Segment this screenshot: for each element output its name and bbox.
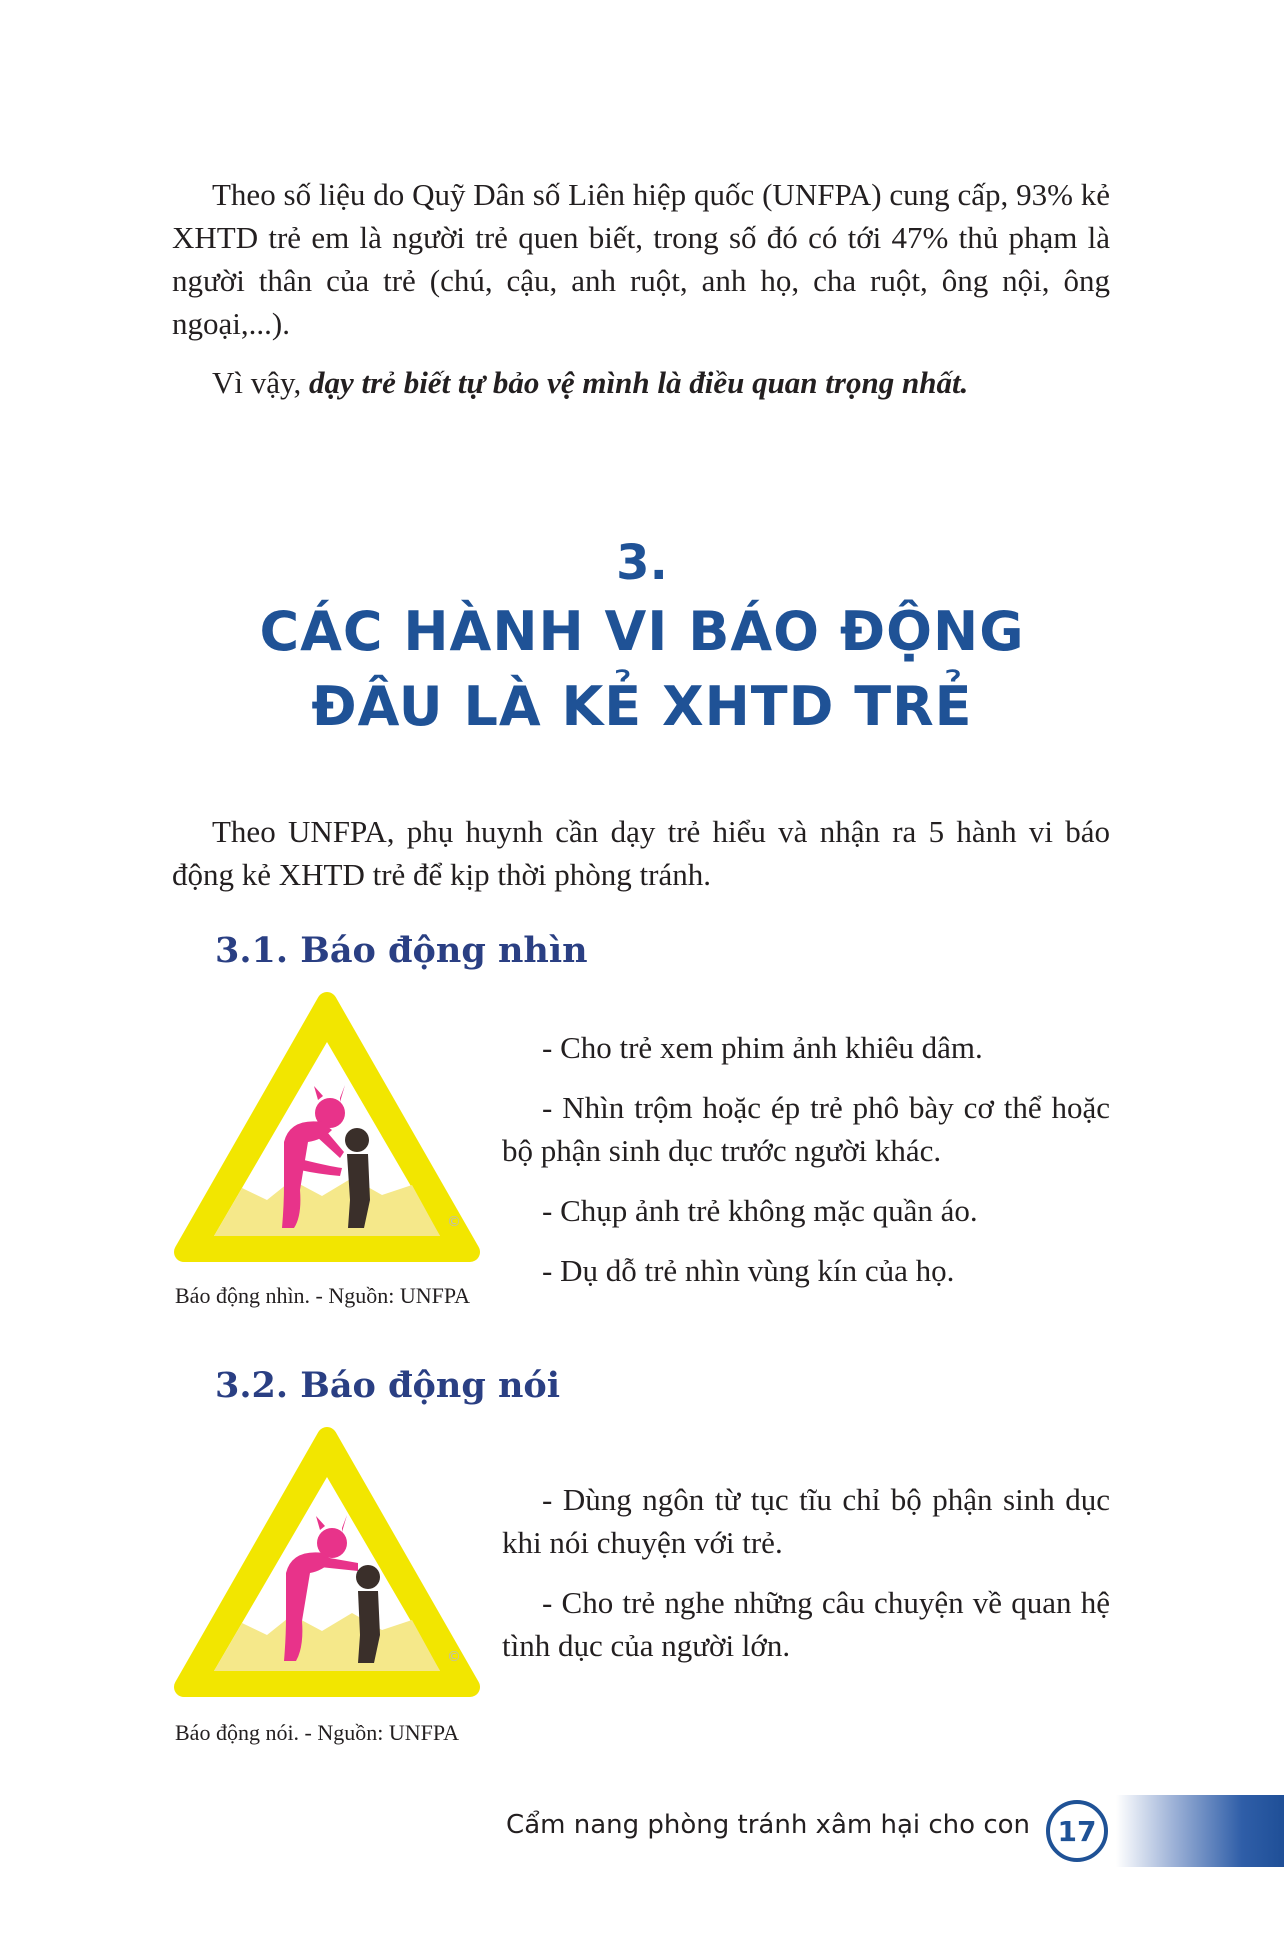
list-item: - Dùng ngôn từ tục tĩu chỉ bộ phận sinh dục khi nói chuyện với trẻ.: [502, 1482, 1110, 1560]
conclusion-emphasis: dạy trẻ biết tự bảo vệ mình là điều quan trọng nhất.: [309, 365, 969, 400]
subsection-heading-look: 3.1. Báo động nhìn: [215, 930, 588, 971]
list-item: - Dụ dỗ trẻ nhìn vùng kín của họ.: [542, 1253, 955, 1288]
conclusion-prefix: Vì vậy,: [212, 365, 309, 400]
intro-paragraph: Theo số liệu do Quỹ Dân số Liên hiệp quốc (UNFPA) cung cấp, 93% kẻ XHTD trẻ em là người trẻ quen biết, trong số đó có tới 47% thủ phạm là người thân của trẻ (chú, cậu, anh ruột, anh họ, cha ruột, ông nội, ông ngoại,...).: [172, 177, 1110, 341]
section-title-line1: CÁC HÀNH VI BÁO ĐỘNG: [259, 600, 1025, 663]
section-intro: Theo UNFPA, phụ huynh cần dạy trẻ hiểu và nhận ra 5 hành vi báo động kẻ XHTD trẻ để kịp thời phòng tránh.: [172, 814, 1110, 892]
warning-sign-look-image: [172, 990, 482, 1270]
footer-color-band: [1116, 1795, 1284, 1867]
figure-caption-speak: Báo động nói. - Nguồn: UNFPA: [175, 1720, 459, 1745]
section-title-line2: ĐÂU LÀ KẺ XHTD TRẺ: [311, 675, 973, 738]
svg-text:©: ©: [447, 1649, 461, 1665]
intro-conclusion: [172, 361, 1110, 404]
warning-sign-speak-image: [172, 1425, 482, 1705]
footer-title: Cẩm nang phòng tránh xâm hại cho con: [506, 1810, 1030, 1840]
figure-caption-look: Báo động nhìn. - Nguồn: UNFPA: [175, 1283, 470, 1308]
section-number: 3.: [616, 535, 668, 591]
list-item: - Cho trẻ xem phim ảnh khiêu dâm.: [542, 1030, 983, 1065]
list-item: - Nhìn trộm hoặc ép trẻ phô bày cơ thể hoặc bộ phận sinh dục trước người khác.: [502, 1090, 1110, 1168]
subsection-heading-speak: 3.2. Báo động nói: [215, 1365, 561, 1406]
svg-text:©: ©: [447, 1214, 461, 1230]
list-item: - Cho trẻ nghe những câu chuyện về quan hệ tình dục của người lớn.: [502, 1585, 1110, 1663]
list-item: - Chụp ảnh trẻ không mặc quần áo.: [542, 1193, 978, 1228]
bullet-list-speak: [502, 1478, 1110, 1684]
bullet-list-look: [502, 1026, 1110, 1309]
page-number: 17: [1046, 1800, 1108, 1862]
